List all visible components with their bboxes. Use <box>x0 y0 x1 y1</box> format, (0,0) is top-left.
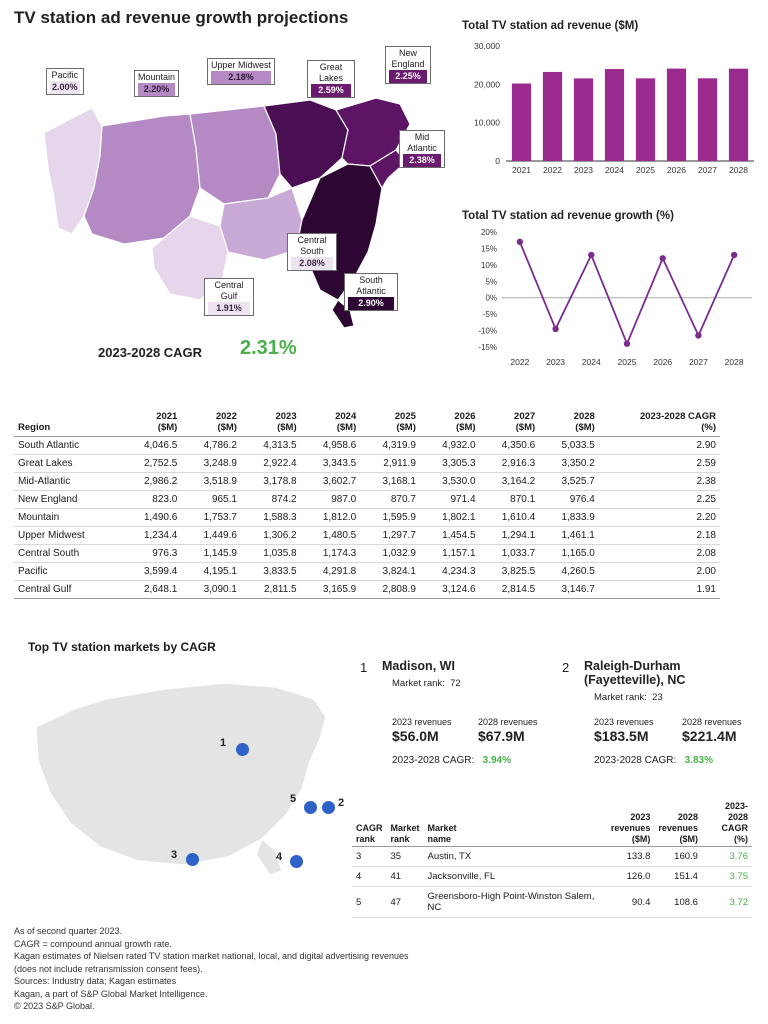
cell-value: 1.91 <box>599 581 720 599</box>
column-header: 2027 ($M) <box>480 408 540 437</box>
cell-region: Upper Midwest <box>14 527 122 545</box>
cell-value: 1,595.9 <box>360 509 420 527</box>
markets-cell: Jacksonville, FL <box>424 867 607 887</box>
market-2-rev2023: $183.5M <box>594 728 649 744</box>
column-header: 2024 ($M) <box>301 408 361 437</box>
cell-value: 823.0 <box>122 491 182 509</box>
cell-region: Mountain <box>14 509 122 527</box>
line-chart-title: Total TV station ad revenue growth (%) <box>462 210 674 222</box>
cell-value: 2.59 <box>599 455 720 473</box>
column-header: Market rank <box>387 800 424 847</box>
markets-cell: 47 <box>387 887 424 918</box>
cell-value: 4,291.8 <box>301 563 361 581</box>
cell-value: 1,461.1 <box>539 527 599 545</box>
svg-text:2022: 2022 <box>510 357 530 367</box>
cell-value: 3,350.2 <box>539 455 599 473</box>
cell-value: 3,530.0 <box>420 473 480 491</box>
markets-cell: 90.4 <box>607 887 655 918</box>
us-map-grey-shape <box>14 665 344 915</box>
market-1-rank: 1 <box>360 660 368 675</box>
markets-cell: Greensboro-High Point-Winston Salem, NC <box>424 887 607 918</box>
cell-value: 3,525.7 <box>539 473 599 491</box>
markets-body <box>352 847 752 918</box>
market-1-rev2028-label: 2028 revenues <box>478 717 538 727</box>
cell-value: 3,599.4 <box>122 563 182 581</box>
cagr-summary-value: 2.31% <box>240 337 297 359</box>
top-markets-map <box>14 665 344 915</box>
markets-cell: 108.6 <box>654 887 702 918</box>
cell-value: 5,033.5 <box>539 437 599 455</box>
map-pin-3 <box>186 853 199 866</box>
cell-value: 2,808.9 <box>360 581 420 599</box>
column-header: 2025 ($M) <box>360 408 420 437</box>
cell-value: 1,306.2 <box>241 527 301 545</box>
column-header: 2023 revenues ($M) <box>607 800 655 847</box>
markets-cell: 4 <box>352 867 387 887</box>
map-pin-4 <box>290 855 303 868</box>
region-revenue-table <box>14 408 720 599</box>
svg-text:2024: 2024 <box>605 165 624 175</box>
svg-text:2028: 2028 <box>729 165 748 175</box>
table-row <box>14 563 720 581</box>
svg-text:2022: 2022 <box>543 165 562 175</box>
cell-value: 4,260.5 <box>539 563 599 581</box>
map-pin-2 <box>322 801 335 814</box>
cell-value: 4,350.6 <box>480 437 540 455</box>
markets-row <box>352 867 752 887</box>
column-header: 2023 ($M) <box>241 408 301 437</box>
cell-value: 4,786.2 <box>181 437 241 455</box>
cell-value: 2.18 <box>599 527 720 545</box>
svg-text:10,000: 10,000 <box>474 117 500 128</box>
svg-text:-10%: -10% <box>478 326 497 336</box>
table-row <box>14 473 720 491</box>
cell-region: Pacific <box>14 563 122 581</box>
cell-value: 2.20 <box>599 509 720 527</box>
cell-value: 1,033.7 <box>480 545 540 563</box>
cell-value: 1,145.9 <box>181 545 241 563</box>
market-2-rank: 2 <box>562 660 570 675</box>
cell-value: 3,824.1 <box>360 563 420 581</box>
cell-value: 1,035.8 <box>241 545 301 563</box>
top-markets-table <box>352 800 752 918</box>
cell-value: 1,032.9 <box>360 545 420 563</box>
cell-value: 1,157.1 <box>420 545 480 563</box>
markets-row <box>352 887 752 918</box>
svg-text:2027: 2027 <box>688 357 708 367</box>
top-markets-title: Top TV station markets by CAGR <box>28 640 216 654</box>
cell-value: 2,922.4 <box>241 455 301 473</box>
footnotes <box>14 925 409 1013</box>
cell-value: 1,833.9 <box>539 509 599 527</box>
markets-cell: 3.72 <box>702 887 752 918</box>
column-header: 2023-2028 CAGR (%) <box>702 800 752 847</box>
svg-text:30,000: 30,000 <box>474 41 500 51</box>
cell-value: 3,833.5 <box>241 563 301 581</box>
markets-cell: 5 <box>352 887 387 918</box>
markets-cell: 3.75 <box>702 867 752 887</box>
cagr-summary-label: 2023-2028 CAGR <box>98 345 203 360</box>
svg-text:0: 0 <box>495 156 500 166</box>
svg-text:0%: 0% <box>485 293 497 303</box>
svg-text:15%: 15% <box>480 244 497 254</box>
cell-value: 1,234.4 <box>122 527 182 545</box>
table-row <box>14 545 720 563</box>
footnote-line: © 2023 S&P Global. <box>14 1001 95 1011</box>
cell-value: 1,802.1 <box>420 509 480 527</box>
cell-value: 3,165.9 <box>301 581 361 599</box>
column-header: Market name <box>424 800 607 847</box>
cell-value: 987.0 <box>301 491 361 509</box>
cell-value: 971.4 <box>420 491 480 509</box>
markets-row <box>352 847 752 867</box>
cell-value: 2,986.2 <box>122 473 182 491</box>
markets-cell: 3.76 <box>702 847 752 867</box>
markets-cell: 126.0 <box>607 867 655 887</box>
cell-value: 1,812.0 <box>301 509 361 527</box>
table-row <box>14 527 720 545</box>
market-2-rev2028: $221.4M <box>682 728 737 744</box>
market-1-rev2023: $56.0M <box>392 728 439 744</box>
cell-value: 3,343.5 <box>301 455 361 473</box>
cell-value: 4,234.3 <box>420 563 480 581</box>
svg-text:20%: 20% <box>480 228 497 237</box>
market-2-name: Raleigh-Durham (Fayetteville), NC <box>584 659 686 687</box>
table-row <box>14 581 720 599</box>
svg-text:20,000: 20,000 <box>474 79 500 90</box>
column-header: 2028 ($M) <box>539 408 599 437</box>
revenue-growth-line-chart <box>462 210 762 385</box>
cell-value: 4,958.6 <box>301 437 361 455</box>
cell-value: 2.00 <box>599 563 720 581</box>
column-header: 2023-2028 CAGR (%) <box>599 408 720 437</box>
table-row <box>14 455 720 473</box>
market-1-rev2028: $67.9M <box>478 728 525 744</box>
column-header: 2026 ($M) <box>420 408 480 437</box>
cell-value: 3,825.5 <box>480 563 540 581</box>
markets-cell: 35 <box>387 847 424 867</box>
cell-region: New England <box>14 491 122 509</box>
markets-cell: 3 <box>352 847 387 867</box>
markets-cell: Austin, TX <box>424 847 607 867</box>
cell-value: 3,305.3 <box>420 455 480 473</box>
market-1-rank-label: Market rank: 72 <box>392 678 461 689</box>
svg-text:2023: 2023 <box>574 165 593 175</box>
cell-value: 874.2 <box>241 491 301 509</box>
total-revenue-bar-chart <box>462 20 762 195</box>
cell-region: Mid-Atlantic <box>14 473 122 491</box>
cell-value: 3,090.1 <box>181 581 241 599</box>
cell-value: 1,165.0 <box>539 545 599 563</box>
column-header: 2028 revenues ($M) <box>654 800 702 847</box>
svg-text:2026: 2026 <box>653 357 673 367</box>
map-pin-label-4: 4 <box>276 851 283 863</box>
callout-new-england: New England 2.25% <box>385 46 431 84</box>
cell-value: 3,168.1 <box>360 473 420 491</box>
column-header: 2022 ($M) <box>181 408 241 437</box>
map-pin-label-3: 3 <box>171 849 178 861</box>
bar-chart-svg <box>462 32 762 187</box>
cell-value: 4,195.1 <box>181 563 241 581</box>
cell-value: 2.38 <box>599 473 720 491</box>
market-2-cagr: 2023-2028 CAGR: 3.83% <box>594 755 713 766</box>
cell-value: 2,648.1 <box>122 581 182 599</box>
cell-region: Central Gulf <box>14 581 122 599</box>
table-row <box>14 437 720 455</box>
market-2-rev2028-label: 2028 revenues <box>682 717 742 727</box>
callout-great-lakes: Great Lakes 2.59% <box>307 60 355 98</box>
cell-region: Great Lakes <box>14 455 122 473</box>
cell-value: 3,164.2 <box>480 473 540 491</box>
markets-cell: 133.8 <box>607 847 655 867</box>
markets-cell: 151.4 <box>654 867 702 887</box>
cell-value: 1,294.1 <box>480 527 540 545</box>
cell-value: 1,610.4 <box>480 509 540 527</box>
market-2-rev2023-label: 2023 revenues <box>594 717 654 727</box>
cell-value: 1,454.5 <box>420 527 480 545</box>
footnote-line: Sources: Industry data; Kagan estimates <box>14 976 177 986</box>
table-header-row <box>14 408 720 437</box>
svg-text:2025: 2025 <box>636 165 655 175</box>
cell-value: 4,319.9 <box>360 437 420 455</box>
table-body <box>14 437 720 599</box>
callout-central-gulf: Central Gulf 1.91% <box>204 278 254 316</box>
callout-mountain: Mountain 2.20% <box>134 70 179 97</box>
map-pin-label-1: 1 <box>220 737 227 749</box>
cell-value: 1,490.6 <box>122 509 182 527</box>
cell-value: 2,752.5 <box>122 455 182 473</box>
cell-value: 1,297.7 <box>360 527 420 545</box>
markets-cell: 41 <box>387 867 424 887</box>
svg-text:2028: 2028 <box>724 357 744 367</box>
svg-text:2024: 2024 <box>581 357 601 367</box>
column-header: CAGR rank <box>352 800 387 847</box>
cell-value: 1,480.5 <box>301 527 361 545</box>
svg-text:2023: 2023 <box>546 357 566 367</box>
cell-value: 4,932.0 <box>420 437 480 455</box>
cell-value: 2,916.3 <box>480 455 540 473</box>
cell-value: 3,178.8 <box>241 473 301 491</box>
cell-value: 2,814.5 <box>480 581 540 599</box>
column-header: Region <box>14 408 122 437</box>
market-2-rank-label: Market rank: 23 <box>594 692 663 703</box>
svg-text:5%: 5% <box>485 277 497 287</box>
map-pin-label-2: 2 <box>338 797 345 809</box>
map-pin-5 <box>304 801 317 814</box>
callout-pacific: Pacific 2.00% <box>46 68 84 95</box>
cell-value: 3,146.7 <box>539 581 599 599</box>
cell-value: 3,518.9 <box>181 473 241 491</box>
cell-value: 4,046.5 <box>122 437 182 455</box>
market-1-rev2023-label: 2023 revenues <box>392 717 452 727</box>
line-chart-svg <box>462 222 762 377</box>
cell-value: 2.08 <box>599 545 720 563</box>
table-row <box>14 491 720 509</box>
bar-chart-title: Total TV station ad revenue ($M) <box>462 20 639 32</box>
cell-value: 870.1 <box>480 491 540 509</box>
cell-region: Central South <box>14 545 122 563</box>
cell-value: 965.1 <box>181 491 241 509</box>
cell-value: 1,588.3 <box>241 509 301 527</box>
svg-text:-5%: -5% <box>482 310 497 320</box>
map-pin-1 <box>236 743 249 756</box>
map-pin-label-5: 5 <box>290 793 297 805</box>
cell-value: 1,449.6 <box>181 527 241 545</box>
svg-text:2025: 2025 <box>617 357 637 367</box>
cell-value: 3,248.9 <box>181 455 241 473</box>
market-1-cagr: 2023-2028 CAGR: 3.94% <box>392 755 511 766</box>
svg-text:2026: 2026 <box>667 165 686 175</box>
cell-value: 976.4 <box>539 491 599 509</box>
cell-value: 976.3 <box>122 545 182 563</box>
cell-value: 870.7 <box>360 491 420 509</box>
regional-choropleth-map <box>14 38 454 348</box>
markets-header-row <box>352 800 752 847</box>
svg-text:2021: 2021 <box>512 165 531 175</box>
table-row <box>14 509 720 527</box>
footnote-line: As of second quarter 2023. <box>14 926 123 936</box>
column-header: 2021 ($M) <box>122 408 182 437</box>
svg-text:-15%: -15% <box>478 343 497 352</box>
cell-value: 2.25 <box>599 491 720 509</box>
callout-upper-midwest: Upper Midwest 2.18% <box>207 58 275 85</box>
callout-central-south: Central South 2.08% <box>287 233 337 271</box>
svg-text:2027: 2027 <box>698 165 717 175</box>
page-title: TV station ad revenue growth projections <box>14 8 349 27</box>
market-1-name: Madison, WI <box>382 659 455 673</box>
footnote-line: CAGR = compound annual growth rate. <box>14 938 172 949</box>
svg-text:10%: 10% <box>480 260 497 270</box>
footnote-line: (does not include retransmission consent fees). <box>14 963 203 974</box>
callout-mid-atlantic: Mid Atlantic 2.38% <box>399 130 445 168</box>
cell-region: South Atlantic <box>14 437 122 455</box>
cell-value: 3,124.6 <box>420 581 480 599</box>
callout-south-atlantic: South Atlantic 2.90% <box>344 273 398 311</box>
cell-value: 2.90 <box>599 437 720 455</box>
footnote-line: Kagan, a part of S&P Global Market Intelligence. <box>14 988 208 999</box>
cell-value: 1,174.3 <box>301 545 361 563</box>
cell-value: 2,811.5 <box>241 581 301 599</box>
cell-value: 4,313.5 <box>241 437 301 455</box>
cell-value: 3,602.7 <box>301 473 361 491</box>
cell-value: 1,753.7 <box>181 509 241 527</box>
footnote-line: Kagan estimates of Nielsen rated TV station market national, local, and digital advertising revenues <box>14 951 409 961</box>
cell-value: 2,911.9 <box>360 455 420 473</box>
markets-cell: 160.9 <box>654 847 702 867</box>
